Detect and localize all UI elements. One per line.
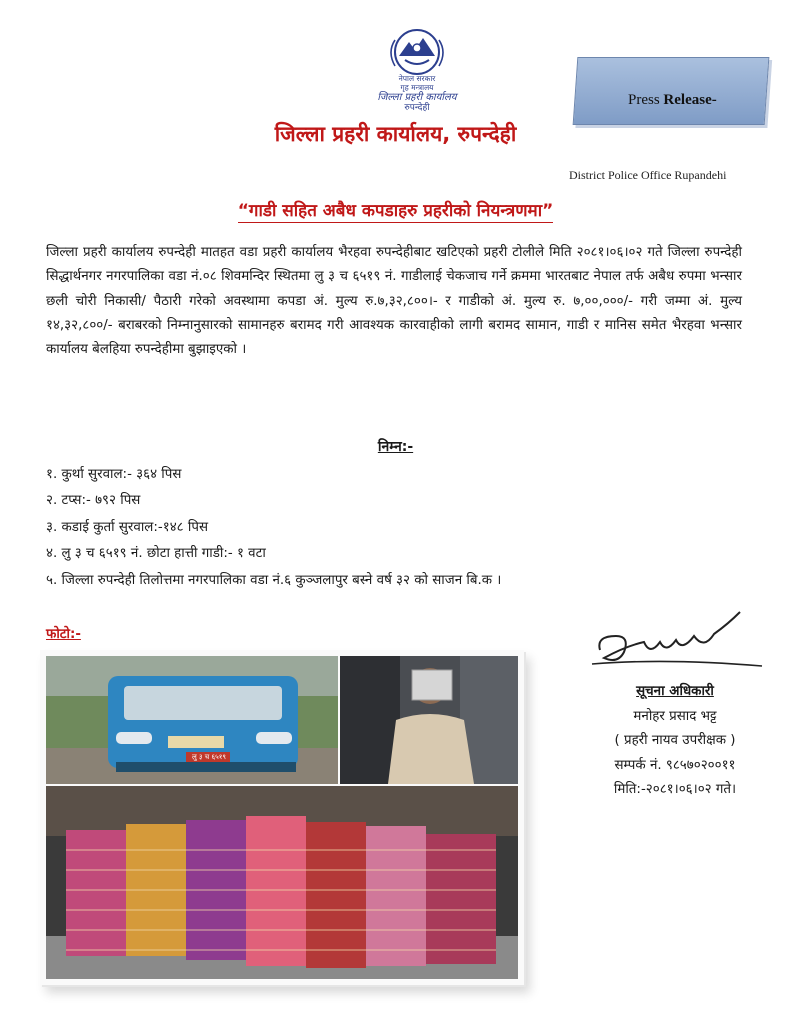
signatory-name: मनोहर प्रसाद भट्ट (633, 708, 717, 724)
vehicle-photo (46, 656, 338, 784)
seized-fabric-photo (46, 786, 518, 979)
suspect-photo (340, 656, 518, 784)
signature-block (570, 680, 780, 803)
list-item: ४. लु ३ च ६५१९ नं. छोटा हात्ती गाडी:- १ वटा (46, 546, 266, 562)
press-release-box (573, 57, 770, 125)
signatory-date: मिति:-२०८१।०६।०२ गते। (613, 782, 737, 797)
seized-items-list (46, 462, 686, 594)
office-title: जिल्ला प्रहरी कार्यालय, रुपन्देही (274, 122, 517, 146)
press-label: Press (628, 92, 660, 108)
press-release-label (628, 92, 717, 109)
list-item: ३. कडाई कुर्ता सुरवाल:-१४८ पिस (46, 519, 209, 535)
office-name-english: District Police Office Rupandehi (569, 168, 727, 182)
release-label: Release- (663, 92, 717, 108)
list-item: २. टप्स:- ७९२ पिस (46, 493, 141, 509)
logo-line-3: जिल्ला प्रहरी कार्यालय (377, 92, 457, 103)
handwritten-signature (586, 606, 768, 684)
police-emblem-logo (357, 26, 477, 120)
signatory-rank: ( प्रहरी नायव उपरीक्षक ) (614, 733, 736, 748)
logo-line-2: गृह मन्त्रालय (400, 83, 434, 92)
signatory-contact: सम्पर्क नं. ९८५७०२००११ (614, 757, 736, 773)
body-paragraph: जिल्ला प्रहरी कार्यालय रुपन्देही मातहत वडा प्रहरी कार्यालय भैरहवा रुपन्देहीबाट खटिएको प्रहरी टोलीले मिति २०८१।०६।०२ गते जिल्ला रुपन्देही सिद्धार्थनगर नगरपालिका वडा नं.०८ शिवमन्दिर स्थितमा लु ३ च ६५१९ नं. गाडीलाई चेकजाच गर्ने क्रममा भारतबाट नेपाल तर्फ अबैध रुपमा भन्सार छली चोरी निकासी/ पैठारी गरेको अवस्थामा कपडा अं. मुल्य रु.७,३२,८००।- र गाडीको अं. मुल्य रु. ७,००,०००/- गरी जम्मा अं. मुल्य १४,३२,८००/- बराबरको निम्नानुसारको सामानहरु बरामद गरी आवश्यक कारवाहीको लागी बरामद सामान, गाडी र मानिस समेत भैरहवा भन्सार कार्यालय बेलहिया रुपन्देहीमा बुझाइएको । (46, 245, 742, 358)
photo-collage (40, 650, 524, 985)
photo-label: फोटो:- (46, 627, 81, 642)
signatory-role: सूचना अधिकारी (636, 684, 714, 699)
list-heading: निम्न:- (377, 439, 414, 455)
logo-line-4: रुपन्देही (404, 103, 430, 113)
headline (0, 198, 791, 221)
list-item: १. कुर्था सुरवाल:- ३६४ पिस (46, 467, 182, 482)
list-item: ५. जिल्ला रुपन्देही तिलोत्तमा नगरपालिका वडा नं.६ कुञ्जलापुर बस्ने वर्ष ३२ को साजन बि.क । (46, 572, 502, 588)
logo-line-1: नेपाल सरकार (398, 74, 436, 83)
headline-text: “गाडी सहित अबैध कपडाहरु प्रहरीको नियन्त्रणमा” (237, 201, 554, 221)
vehicle-number-plate: लु ३ च ६५१९ (191, 753, 227, 761)
